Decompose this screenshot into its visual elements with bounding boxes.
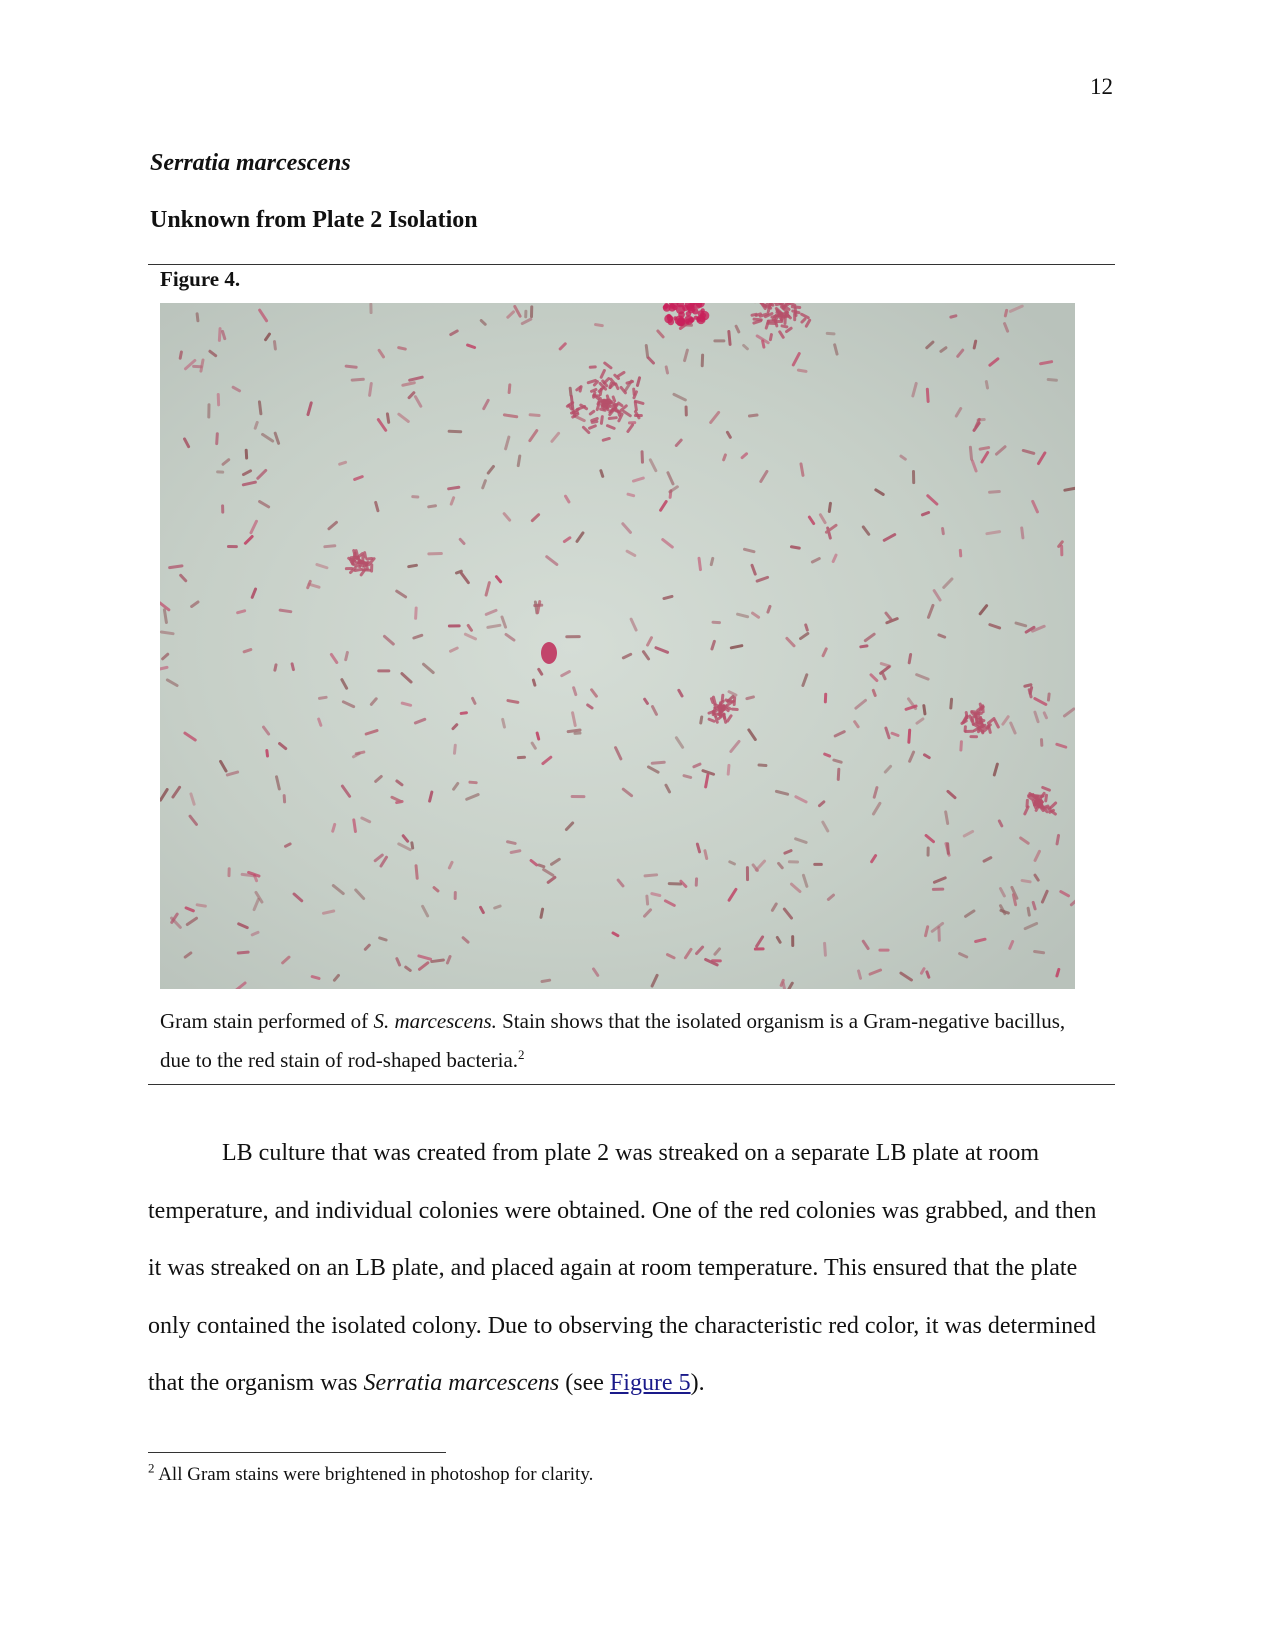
bacterium-rod: [974, 341, 975, 348]
bacterium-rod: [380, 938, 386, 940]
bacterium-rod: [267, 751, 268, 756]
paragraph-text-1: LB culture that was created from plate 2 was streaked on a separate LB plate at room temperature, and individual colonies were obtained. One of the red colonies was grabbed, and then it was streaked on an LB plate, and placed again at room temperature. This ensured that the plate only contained the isolated colony. Due to observing the characteristic red color, it was determined that the organism was: [148, 1140, 1097, 1396]
bacterium-rod: [684, 776, 691, 778]
bacterium-rod: [412, 843, 413, 848]
bacterium-rod: [602, 400, 607, 402]
bacterium-rod: [197, 314, 198, 321]
bacterium-rod: [402, 703, 410, 705]
bacterium-rod: [1005, 310, 1006, 315]
caption-text-1: Gram stain performed of: [160, 1009, 374, 1033]
bacterium-rod: [238, 952, 248, 953]
bacterium-rod: [1057, 835, 1058, 843]
bacterium-rod: [356, 551, 358, 558]
bacterium-rod: [533, 680, 535, 685]
bacterium-rod: [946, 812, 948, 824]
bacterium-rod: [892, 733, 898, 735]
bacterium-rod: [574, 688, 576, 695]
bacterium-rod: [461, 713, 466, 714]
bacterium-rod: [801, 464, 803, 475]
bacterium-rod: [387, 414, 388, 423]
bacterium-rod: [728, 765, 729, 774]
bacterium-rod: [333, 824, 335, 831]
stain-blob: [684, 315, 693, 324]
bacterium-rod: [601, 417, 602, 424]
bacterium-rod: [580, 387, 581, 391]
footnote: [148, 1460, 594, 1486]
bacterium-rod: [980, 448, 989, 450]
footnote-text: All Gram stains were brightened in photoshop for clarity.: [158, 1464, 594, 1485]
bacterium-rod: [1050, 810, 1054, 812]
bacterium-rod: [429, 506, 436, 507]
bacterium-rod: [609, 418, 616, 419]
bacterium-rod: [825, 943, 826, 955]
bacterium-rod: [286, 844, 291, 846]
bacterium-rod: [590, 411, 593, 414]
bacterium-rod: [635, 402, 636, 409]
body-paragraph: [148, 1125, 1115, 1413]
bacterium-rod: [628, 494, 634, 495]
bacterium-rod: [238, 611, 245, 613]
bacterium-rod: [766, 321, 768, 328]
bacterium-rod: [645, 875, 657, 876]
stain-blob: [682, 305, 688, 311]
figure-label: Figure 4.: [160, 267, 241, 291]
bacterium-rod: [627, 382, 633, 384]
bacterium-rod: [731, 646, 742, 648]
bacterium-rod: [948, 844, 949, 854]
bacterium-rod: [724, 455, 726, 460]
bacterium-rod: [280, 610, 291, 612]
bacterium-rod: [806, 625, 808, 630]
bacterium-rod: [927, 389, 928, 401]
bacterium-rod: [319, 719, 321, 725]
bacterium-rod: [1048, 379, 1056, 380]
species-heading: Serratia marcescens: [150, 150, 351, 176]
bacterium-rod: [454, 745, 455, 753]
bacterium-rod: [603, 438, 609, 440]
bacterium-rod: [723, 706, 724, 710]
bacterium-rod: [666, 367, 667, 373]
bacterium-rod: [711, 558, 713, 564]
bacterium-rod: [924, 706, 925, 714]
bacterium-rod: [170, 566, 182, 568]
bacterium-rod: [798, 370, 806, 371]
bacterium-rod: [219, 329, 220, 341]
bacterium-rod: [909, 654, 910, 662]
bacterium-rod: [352, 379, 363, 380]
caption-text-2: Stain shows that the isolated organism is a Gram-negative bacillus, due to the red stain of rod-shaped bacteria.: [160, 1009, 1066, 1072]
bacterium-rod: [399, 348, 406, 349]
bacterium-rod: [416, 608, 417, 618]
bacterium-rod: [568, 730, 580, 732]
bacterium-rod: [927, 972, 929, 977]
bacterium-rod: [275, 665, 276, 670]
bacterium-rod: [781, 980, 783, 985]
bacterium-rod: [530, 415, 539, 416]
bacterium-rod: [1046, 795, 1047, 801]
bacterium-rod: [1057, 969, 1059, 976]
bacterium-rod: [255, 422, 257, 428]
bacterium-rod: [180, 352, 181, 358]
bacterium-rod: [972, 718, 973, 725]
figure-bottom-rule: [148, 1084, 1115, 1085]
stain-blob: [669, 303, 675, 309]
bacterium-rod: [197, 905, 205, 906]
bacterium-rod: [255, 876, 257, 881]
bacterium-rod: [365, 553, 366, 557]
bacterium-rod: [970, 447, 971, 459]
bacterium-rod: [409, 565, 417, 566]
bacterium-rod: [592, 421, 597, 422]
bacterium-rod: [508, 842, 516, 844]
bacterium-rod: [509, 385, 510, 393]
bacterium-rod: [542, 980, 550, 981]
bacterium-rod: [729, 331, 730, 344]
bacterium-rod: [981, 717, 982, 722]
bacterium-rod: [747, 697, 754, 699]
bacterium-rod: [470, 782, 476, 783]
bacterium-rod: [504, 415, 516, 417]
bacterium-rod: [724, 716, 725, 723]
bacterium-rod: [652, 894, 660, 896]
bacterium-rod: [951, 316, 956, 317]
bacterium-rod: [697, 844, 699, 852]
bacterium-rod: [763, 341, 764, 347]
bacterium-rod: [716, 717, 717, 722]
bacterium-rod: [647, 896, 648, 904]
bacterium-rod: [939, 635, 945, 637]
bacterium-rod: [619, 403, 622, 405]
bacterium-rod: [978, 727, 980, 731]
bacterium-rod: [1022, 881, 1030, 882]
bacterium-rod: [274, 342, 275, 349]
bacterium-rod: [217, 434, 218, 444]
bacterium-rod: [1033, 902, 1035, 908]
paragraph-text-3: ).: [690, 1370, 705, 1396]
bacterium-rod: [449, 487, 459, 489]
bacterium-rod: [989, 725, 991, 732]
bacterium-rod: [730, 862, 735, 864]
bacterium-rod: [726, 700, 732, 702]
bacterium-rod: [770, 335, 771, 340]
bacterium-rod: [838, 769, 839, 779]
bacterium-rod: [1022, 528, 1023, 538]
bacterium-rod: [259, 402, 260, 414]
bacterium-rod: [325, 546, 335, 547]
bacterium-rod: [834, 760, 841, 762]
bacterium-rod: [646, 346, 647, 358]
bacterium-rod: [978, 419, 984, 420]
bacterium-rod: [861, 646, 867, 647]
figure-5-link[interactable]: Figure 5: [609, 1370, 691, 1396]
bacterium-rod: [164, 610, 166, 623]
bacterium-rod: [829, 503, 830, 511]
figure-caption: [160, 1002, 1090, 1080]
stain-blob: [663, 305, 668, 310]
bacterium-rod: [713, 711, 715, 716]
bacterium-rod: [598, 398, 600, 404]
bacterium-rod: [752, 314, 756, 315]
bacterium-rod: [749, 415, 757, 416]
bacterium-rod: [495, 906, 500, 908]
bacterium-rod: [346, 652, 348, 659]
bacterium-rod: [1013, 895, 1015, 905]
bacterium-rod: [795, 309, 796, 316]
bacterium-rod: [943, 528, 944, 533]
bacterium-rod: [909, 730, 910, 742]
bacterium-rod: [355, 569, 361, 570]
bacterium-rod: [1048, 694, 1049, 700]
bacterium-rod: [613, 397, 614, 401]
bacterium-rod: [1041, 362, 1052, 364]
bacterium-rod: [432, 960, 444, 962]
bacterium-rod: [340, 462, 346, 464]
bacterium-rod: [1035, 951, 1044, 952]
bacterium-rod: [701, 717, 702, 723]
bacterium-rod: [768, 606, 770, 612]
bacterium-rod: [782, 326, 787, 327]
bacterium-rod: [511, 851, 520, 853]
bacterium-rod: [873, 690, 875, 695]
bacterium-rod: [570, 388, 571, 395]
stain-blob: [677, 318, 685, 326]
bacterium-rod: [346, 366, 356, 367]
bacterium-rod: [926, 927, 928, 936]
bacterium-rod: [292, 664, 293, 670]
large-stained-cell: [541, 642, 557, 664]
bacterium-rod: [802, 319, 805, 322]
bacterium-rod: [596, 325, 603, 326]
bacterium-rod: [592, 390, 596, 392]
gram-stain-micrograph: [160, 303, 1075, 989]
bacterium-rod: [538, 602, 540, 613]
bacterium-rod: [610, 383, 612, 388]
stain-blob: [698, 310, 705, 317]
stain-blob: [664, 314, 673, 323]
bacterium-rod: [722, 695, 723, 700]
bacterium-rod: [488, 625, 500, 627]
bacterium-rod: [637, 378, 639, 386]
bacterium-rod: [508, 701, 518, 703]
bacterium-rod: [1044, 713, 1046, 718]
section-heading: Unknown from Plate 2 Isolation: [150, 207, 478, 233]
bacterium-rod: [711, 699, 712, 703]
bacterium-rod: [705, 851, 707, 859]
bacterium-rod: [709, 719, 714, 721]
bacterium-rod: [986, 382, 987, 388]
bacterium-rod: [754, 319, 761, 320]
bacterium-rod: [990, 492, 1000, 493]
bacterium-rod: [244, 650, 251, 652]
bacterium-rod: [961, 742, 962, 750]
bacterium-rod: [161, 632, 173, 634]
bacterium-rod: [859, 971, 861, 978]
paragraph-text-2: (see: [559, 1370, 610, 1396]
bacterium-rod: [518, 456, 520, 466]
caption-species: S. marcescens.: [373, 1009, 497, 1033]
bacterium-rod: [537, 733, 539, 739]
bacterium-rod: [1029, 797, 1033, 799]
footnote-rule: [148, 1452, 446, 1453]
footnote-number: 2: [148, 1460, 155, 1476]
figure-top-rule: [148, 264, 1115, 265]
bacterium-rod: [370, 384, 372, 396]
bacterium-rod: [982, 728, 983, 733]
bacterium-rod: [1035, 802, 1042, 803]
bacterium-rod: [319, 697, 326, 698]
stain-blob: [692, 308, 698, 314]
bacterium-rod: [503, 719, 505, 727]
bacterium-rod: [699, 558, 700, 569]
bacterium-rod: [312, 977, 319, 979]
bacterium-rod: [987, 532, 1000, 534]
bacterium-rod: [791, 547, 799, 548]
bacterium-rod: [201, 360, 203, 371]
bacterium-rod: [1028, 908, 1029, 915]
bacterium-rod: [541, 909, 543, 917]
bacterium-rod: [601, 471, 603, 477]
bacterium-rod: [1042, 806, 1048, 808]
bacterium-rod: [416, 866, 417, 879]
bacterium-rod: [539, 865, 544, 867]
paragraph-species: Serratia marcescens: [363, 1370, 560, 1396]
bacterium-rod: [354, 820, 356, 832]
page-number: 12: [1090, 74, 1113, 99]
bacterium-rod: [652, 762, 664, 763]
bacterium-rod: [1065, 488, 1075, 490]
bacterium-rod: [664, 596, 672, 598]
bacterium-rod: [1029, 690, 1031, 697]
caption-footnote-ref: 2: [518, 1047, 525, 1062]
bacterium-rod: [951, 699, 952, 708]
bacterium-rod: [825, 754, 830, 756]
bacterium-rod: [1025, 685, 1031, 687]
